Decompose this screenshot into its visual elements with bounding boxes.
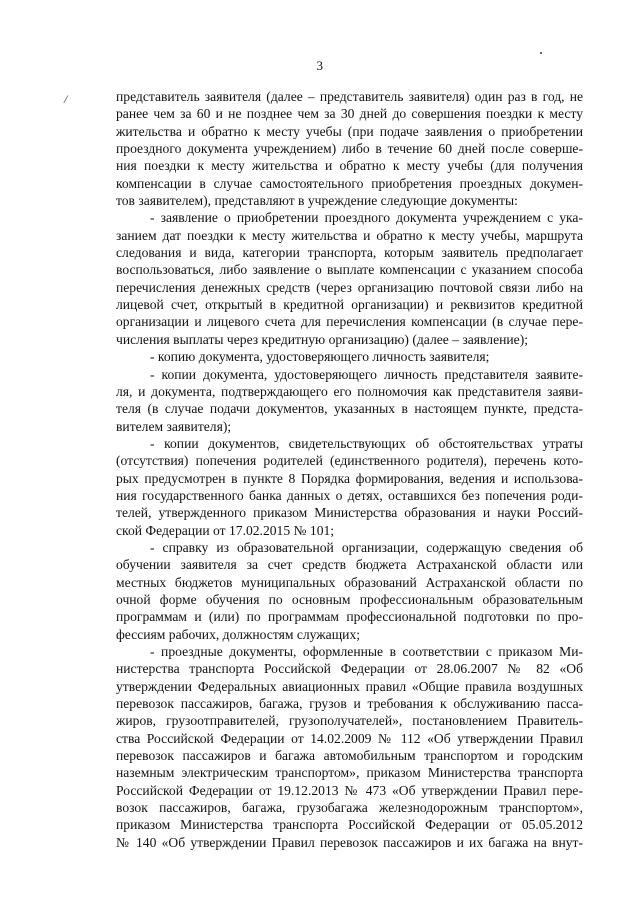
text-line: ской Федерации от 17.02.2015 № 101;	[116, 522, 335, 538]
text-line: № 140 «Об утверждении Правил перевозок пассажиров и их багажа на внут-	[116, 834, 583, 850]
text-line: перечисления денежных средств (через организацию почтовой связи либо на	[116, 279, 583, 295]
text-line: воспользоваться, либо заявление о выплате компенсации с указанием способа	[116, 262, 583, 278]
text-line: ранее чем за 60 и не позднее чем за 30 дней до совершения поездки к месту	[116, 106, 583, 122]
margin-mark: /	[64, 92, 68, 106]
text-line: следования и вида, категории транспорта, которым заявитель предполагает	[116, 245, 583, 261]
text-line: (отсутствия) попечения родителей (единственного родителя), перечень кото-	[116, 453, 583, 469]
text-line: программам и (или) по программам профессиональной подготовки по про-	[116, 609, 583, 625]
text-line: - копию документа, удостоверяющего личность заявителя;	[150, 349, 490, 365]
text-line: возок пассажиров, багажа, грузобагажа железнодорожным транспортом»,	[116, 800, 583, 816]
text-line: - копии документов, свидетельствующих об обстоятельствах утраты	[150, 435, 583, 451]
text-line: представитель заявителя (далее – представитель заявителя) один раз в год, не	[116, 89, 583, 104]
text-line: числения выплаты через кредитную организацию) (далее – заявление);	[116, 331, 529, 347]
text-line: теля (в случае подачи документов, указанных в настоящем пункте, предста-	[116, 401, 583, 417]
scan-speck	[540, 52, 542, 54]
text-line: нистерства транспорта Российской Федерации от 28.06.2007 № 82 «Об	[116, 661, 583, 677]
paragraph	[116, 348, 583, 365]
paragraph	[116, 643, 583, 851]
text-line: телей, утвержденного приказом Министерства образования и науки Россий-	[116, 505, 583, 521]
text-line: - заявление о приобретении проездного документа учреждением с ука-	[150, 210, 583, 226]
text-line: ния государственного банка данных о детях, оставшихся без попечения роди-	[116, 487, 583, 503]
text-line: ля, и документа, подтверждающего его полномочия как представителя заяви-	[116, 383, 583, 399]
text-line: фессиям рабочих, должностям служащих;	[116, 626, 361, 642]
text-line: рых предусмотрен в пункте 8 Порядка формирования, ведения и использова-	[116, 470, 583, 486]
text-line: компенсации в случае самостоятельного приобретения проездных докумен-	[116, 175, 583, 191]
text-line: утверждении Федеральных авиационных правил «Общие правила воздушных	[116, 678, 583, 694]
text-line: жиров, грузоотправителей, грузополучателей», постановлением Правитель-	[116, 713, 583, 729]
text-line: приказом Министерства транспорта Российской Федерации от 05.05.2012	[116, 817, 583, 833]
document-body	[116, 88, 583, 851]
paragraph	[116, 88, 583, 209]
paragraph	[116, 539, 583, 643]
text-line: местных бюджетов муниципальных образований Астраханской области по	[116, 574, 583, 590]
text-line: перевозок пассажиров, багажа, грузов и требования к обслуживанию пасса-	[116, 696, 583, 712]
text-line: - проездные документы, оформленные в соответствии с приказом Ми-	[150, 644, 583, 659]
text-line: - копии документа, удостоверяющего личность представителя заявите-	[150, 366, 583, 382]
paragraph	[116, 366, 583, 435]
paragraph	[116, 435, 583, 539]
text-line: жительства и обратно к месту учебы (при подаче заявления о приобретении	[116, 123, 583, 139]
text-line: занием дат поездки к месту жительства и обратно к месту учебы, маршрута	[116, 227, 583, 243]
text-line: перевозок пассажиров и багажа автомобильным транспортом и городским	[116, 748, 583, 764]
page-number: 3	[316, 58, 324, 73]
paragraph	[116, 209, 583, 348]
text-line: вителем заявителя);	[116, 418, 232, 434]
text-line: проездного документа учреждением) либо в течение 60 дней после соверше-	[116, 141, 583, 157]
text-line: лицевой счет, открытый в кредитной организации) и реквизитов кредитной	[116, 297, 583, 313]
text-line: ства Российской Федерации от 14.02.2009 № 112 «Об утверждении Правил	[116, 730, 583, 746]
text-line: наземным электрическим транспортом», приказом Министерства транспорта	[116, 765, 583, 781]
text-line: - справку из образовательной организации, содержащую сведения об	[150, 539, 583, 555]
text-line: организации и лицевого счета для перечисления компенсации (в случае пере-	[116, 314, 583, 330]
text-line: ния поездки к месту жительства и обратно к месту учебы (для получения	[116, 158, 583, 174]
text-line: очной форме обучения по основным профессиональным образовательным	[116, 591, 583, 607]
text-line: тов заявителем), представляют в учреждение следующие документы:	[116, 193, 518, 209]
text-line: обучении заявителя за счет средств бюджета Астраханской области или	[116, 557, 583, 573]
text-line: Российской Федерации от 19.12.2013 № 473 «Об утверждении Правил пере-	[116, 782, 583, 798]
